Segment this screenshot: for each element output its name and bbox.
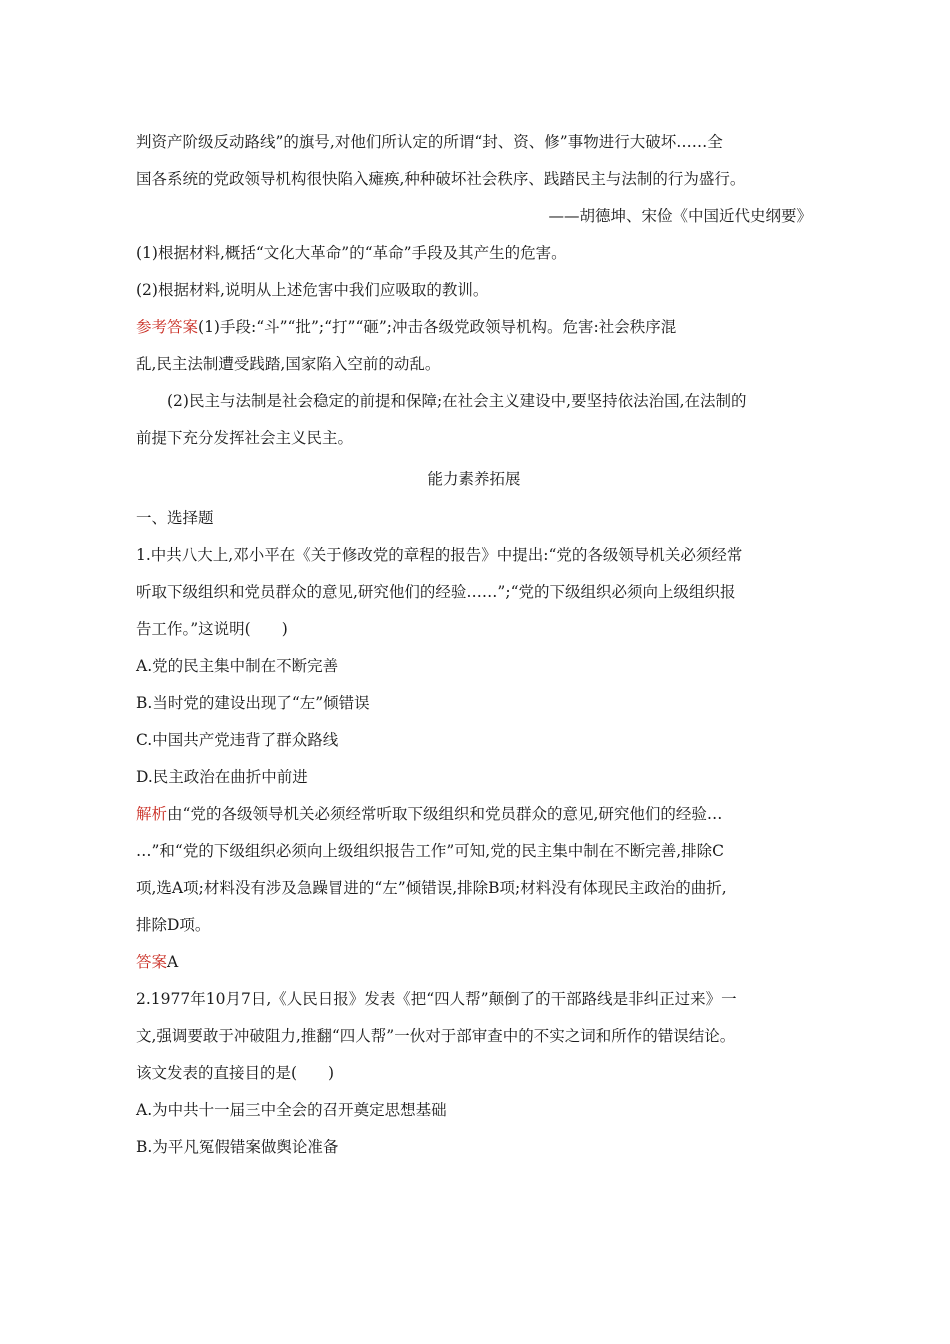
option-c: C.中国共产党违背了群众路线 [136, 731, 339, 749]
analysis-text: 由“党的各级领导机关必须经常听取下级组织和党员群众的意见,研究他们的经验… [167, 805, 723, 823]
option-b: B.为平凡冤假错案做舆论准备 [136, 1138, 339, 1156]
reference-answer-text: (1)手段:“斗”“批”;“打”“砸”;冲击各级党政领导机构。危害:社会秩序混 [198, 318, 677, 336]
reference-answer-line: (2)民主与法制是社会稳定的前提和保障;在社会主义建设中,要坚持依法治国,在法制的 [167, 392, 747, 410]
material-source: ——胡德坤、宋俭《中国近代史纲要》 [548, 207, 812, 225]
option-b: B.当时党的建设出现了“左”倾错误 [136, 694, 370, 712]
analysis-line: 项,选A项;材料没有涉及急躁冒进的“左”倾错误,排除B项;材料没有体现民主政治的曲折, [136, 879, 727, 897]
reference-answer-line: 乱,民主法制遭受践踏,国家陷入空前的动乱。 [136, 355, 441, 373]
material-text-line: 判资产阶级反动路线”的旗号,对他们所认定的所谓“封、资、修”事物进行大破坏……全 [136, 133, 723, 151]
answer-value: A [167, 953, 179, 971]
reference-answer-line [136, 309, 812, 346]
question-stem-line [136, 537, 812, 574]
option-a: A.党的民主集中制在不断完善 [136, 657, 339, 675]
sub-question-2: (2)根据材料,说明从上述危害中我们应吸取的教训。 [136, 281, 489, 299]
question-stem-line: 该文发表的直接目的是( ) [136, 1064, 335, 1082]
question-number: 1. [136, 546, 151, 564]
page-content [136, 124, 812, 1166]
analysis-label: 解析 [136, 805, 168, 823]
option-d: D.民主政治在曲折中前进 [136, 768, 308, 786]
answer-line [136, 944, 812, 981]
analysis-line: …”和“党的下级组织必须向上级组织报告工作”可知,党的民主集中制在不断完善,排除C [136, 842, 724, 860]
sub-question-1: (1)根据材料,概括“文化大革命”的“革命”手段及其产生的危害。 [136, 244, 567, 262]
question-number: 2. [136, 990, 151, 1008]
question-stem-text: 中共八大上,邓小平在《关于修改党的章程的报告》中提出:“党的各级领导机关必须经常 [150, 546, 743, 564]
question-stem-line [136, 981, 812, 1018]
option-a: A.为中共十一届三中全会的召开奠定思想基础 [136, 1101, 447, 1119]
material-text-line: 国各系统的党政领导机构很快陷入瘫痪,种种破坏社会秩序、践踏民主与法制的行为盛行。 [136, 170, 746, 188]
question-stem-line: 告工作。”这说明( ) [136, 620, 288, 638]
section-title: 能力素养拓展 [427, 470, 521, 488]
reference-answer-line: 前提下充分发挥社会主义民主。 [136, 429, 354, 447]
analysis-line: 排除D项。 [136, 916, 211, 934]
part-title: 一、选择题 [136, 509, 214, 527]
reference-answer-label: 参考答案 [136, 318, 199, 336]
question-stem-line: 文,强调要敢于冲破阻力,推翻“四人帮”一伙对于部审查中的不实之词和所作的错误结论。 [136, 1027, 736, 1045]
question-stem-line: 听取下级组织和党员群众的意见,研究他们的经验……”;“党的下级组织必须向上级组织报 [136, 583, 736, 601]
analysis-line [136, 796, 812, 833]
answer-label: 答案 [136, 953, 168, 971]
question-stem-text: 1977年10月7日,《人民日报》发表《把“四人帮”颠倒了的干部路线是非纠正过来》一 [150, 990, 737, 1008]
